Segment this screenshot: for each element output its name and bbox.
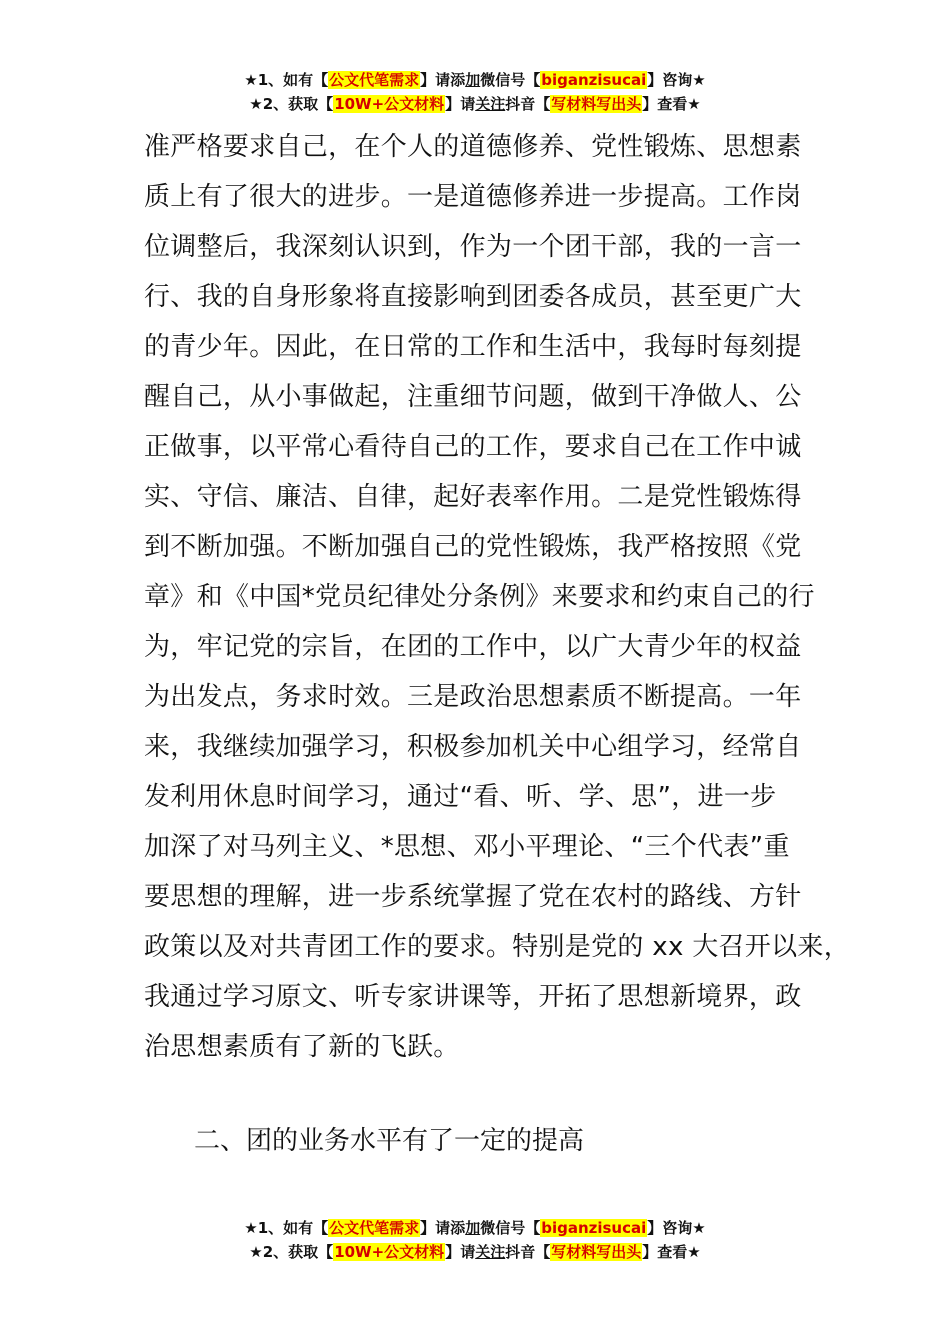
promo-text: 】请添 [420, 71, 466, 89]
body-line: 发利用休息时间学习，通过“看、听、学、思”，进一步 [144, 782, 777, 812]
promo-text: 】查看★ [642, 95, 701, 113]
body-line: 实、守信、廉洁、自律，起好表率作用。二是党性锻炼得 [144, 482, 802, 512]
body-line: 章》和《中国*党员纪律处分条例》来要求和约束自己的行 [144, 582, 815, 612]
promo-highlight: 10W+公文材料 [334, 1243, 445, 1261]
promo-highlight: 公文代笔需求 [329, 1219, 420, 1237]
promo-highlight: 写材料写出头 [551, 95, 642, 113]
body-line: 质上有了很大的进步。一是道德修养进一步提高。工作岗 [144, 182, 802, 212]
promo-highlight: biganzisucai [541, 1219, 647, 1237]
body-line: 为，牢记党的宗旨，在团的工作中，以广大青少年的权益 [144, 632, 802, 662]
promo-highlight: 10W+公文材料 [334, 95, 445, 113]
body-line: 治思想素质有了新的飞跃。 [144, 1032, 460, 1062]
promo-underlined: 关注 [475, 95, 506, 113]
body-line: 位调整后，我深刻认识到，作为一个团干部，我的一言一 [144, 232, 802, 262]
promo-underlined: 加 [465, 1219, 481, 1237]
promo-underlined: 关注 [475, 1243, 506, 1261]
promo-line-2 [0, 92, 950, 116]
section-heading: 二、团的业务水平有了一定的提高 [194, 1126, 585, 1156]
body-line: 加深了对马列主义、*思想、邓小平理论、“三个代表”重 [144, 832, 790, 862]
header-promo-banner [0, 68, 950, 116]
body-line: 正做事，以平常心看待自己的工作，要求自己在工作中诚 [144, 432, 802, 462]
promo-highlight: biganzisucai [541, 71, 647, 89]
promo-highlight: 公文代笔需求 [329, 71, 420, 89]
promo-text: ★2、获取【 [249, 95, 334, 113]
body-line: 准严格要求自己，在个人的道德修养、党性锻炼、思想素 [144, 132, 802, 162]
promo-text: 】请 [445, 1243, 476, 1261]
body-line: 的青少年。因此，在日常的工作和生活中，我每时每刻提 [144, 332, 802, 362]
promo-text: 】请 [445, 95, 476, 113]
body-line: 政策以及对共青团工作的要求。特别是党的 xx 大召开以来， [144, 932, 851, 962]
body-line: 到不断加强。不断加强自己的党性锻炼，我严格按照《党 [144, 532, 802, 562]
promo-text: 微信号【 [480, 71, 541, 89]
promo-text: 】咨询★ [647, 1219, 706, 1237]
promo-line-2 [0, 1240, 950, 1264]
promo-text: ★2、获取【 [249, 1243, 334, 1261]
body-line: 为出发点，务求时效。三是政治思想素质不断提高。一年 [144, 682, 802, 712]
promo-text: 】咨询★ [647, 71, 706, 89]
promo-line-1 [0, 68, 950, 92]
promo-line-1 [0, 1216, 950, 1240]
body-line: 我通过学习原文、听专家讲课等，开拓了思想新境界，政 [144, 982, 802, 1012]
body-line: 来，我继续加强学习，积极参加机关中心组学习，经常自 [144, 732, 802, 762]
body-line: 醒自己，从小事做起，注重细节问题，做到干净做人、公 [144, 382, 802, 412]
promo-text: ★1、如有【 [244, 1219, 329, 1237]
promo-text: 抖音【 [505, 1243, 551, 1261]
promo-text: 】请添 [420, 1219, 466, 1237]
promo-text: 】查看★ [642, 1243, 701, 1261]
body-line: 行、我的自身形象将直接影响到团委各成员，甚至更广大 [144, 282, 802, 312]
body-paragraph [144, 122, 851, 1072]
promo-highlight: 写材料写出头 [551, 1243, 642, 1261]
promo-underlined: 加 [465, 71, 481, 89]
promo-text: 微信号【 [480, 1219, 541, 1237]
promo-text: 抖音【 [505, 95, 551, 113]
footer-promo-banner [0, 1216, 950, 1264]
body-line: 要思想的理解，进一步系统掌握了党在农村的路线、方针 [144, 882, 802, 912]
promo-text: ★1、如有【 [244, 71, 329, 89]
